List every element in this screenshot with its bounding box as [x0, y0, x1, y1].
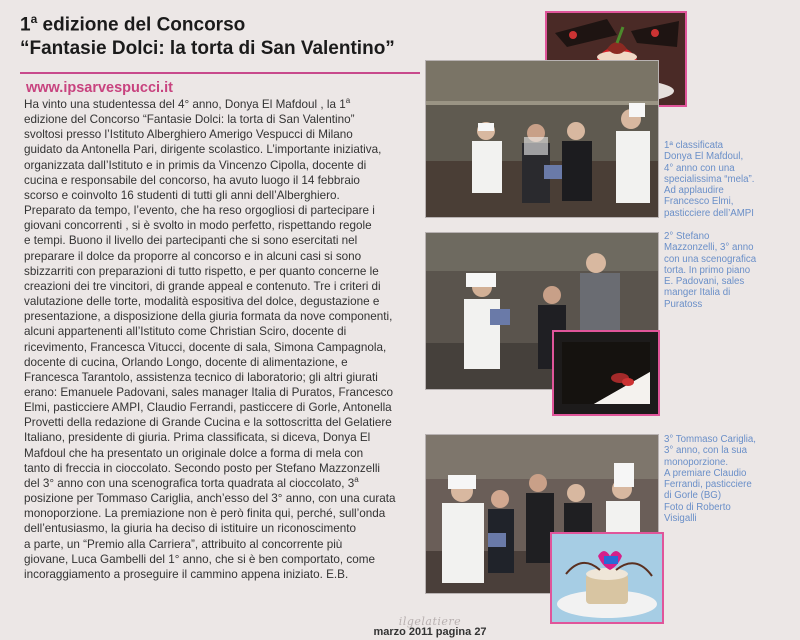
article-line: giovani concorrenti , si è svolto in modo perfetto, rispettando regole — [24, 219, 372, 233]
caption-third-place — [664, 434, 796, 524]
article-line: docente di cucina, Orlando Longo, docente di alimentazione, e — [24, 355, 348, 369]
page-footer — [360, 615, 500, 638]
article-line: organizzata dall’Istituto e in primis da Vincenzo Cipolla, docente di — [24, 158, 367, 172]
caption-line: Mazzonzelli, 3° anno — [664, 242, 754, 254]
photo-chocolate-square-cake — [552, 330, 660, 416]
article-line: Francesca Tarantolo, assistenza tecnico di laboratorio; gli altri giurati — [24, 370, 378, 384]
caption-line: monoporzione. — [664, 456, 729, 468]
caption-line: Visigalli — [664, 513, 697, 525]
caption-line: di Gorle (BG) — [664, 490, 722, 502]
caption-line: Puratoss — [664, 298, 703, 310]
caption-line: Foto di Roberto — [664, 501, 731, 513]
article-line: dell’entusiasmo, la giuria ha deciso di istituire un riconoscimento — [24, 522, 356, 536]
caption-second-place — [664, 231, 796, 310]
article-line: presentazione, a disposizione della giuria formata da nove componenti, — [24, 310, 393, 324]
article-line: erano: Emanuele Padovani, sales manager Italia di Puratos, Francesco — [24, 385, 394, 399]
issue-page-number: marzo 2011 pagina 27 — [373, 626, 487, 638]
headline-underline — [20, 72, 420, 74]
caption-line: 2° Stefano — [664, 231, 710, 242]
article-line: Preparato da tempo, l’evento, che ha reso orgogliosi di partecipare i — [24, 204, 375, 218]
article-line: cucina e responsabile del concorso, ha avuto luogo il 14 febbraio — [24, 173, 360, 187]
caption-line: Ad applaudire — [664, 185, 724, 197]
article-line: a parte, un “Premio alla Carriera”, attribuito al concorrente più — [24, 537, 343, 551]
article-line: posizione per Tommaso Cariglia, anch’esso del 3° anno, con una curata — [24, 492, 396, 506]
website-link[interactable]: www.ipsarvespucci.it — [26, 80, 173, 96]
article-line: scorso e coinvolto 16 studenti di tutti gli anni dell’Alberghiero. — [24, 188, 340, 202]
article-line: tanto di freccia in cioccolato. Secondo posto per Stefano Mazzonzelli — [24, 461, 381, 475]
article-body — [24, 97, 408, 582]
article-line: guidato da Antonella Pari, dirigente scolastico. L’importante iniziativa, — [24, 143, 382, 157]
article-line: creazioni dei tre vincitori, di grande appeal e contenuto. Tre i criteri di — [24, 279, 381, 293]
article-line: preparare il dolce da proporre al concorso e in alcuni casi si sono — [24, 249, 362, 263]
caption-line: A premiare Claudio — [664, 467, 747, 479]
article-line: edizione del Concorso “Fantasie Dolci: la torta di San Valentino” — [24, 113, 355, 127]
magazine-logo: ilgelatiere — [398, 615, 462, 628]
caption-line: specialissima “mela”. — [664, 173, 755, 185]
article-line: monoporzione. La premiazione non è però finita qui, perché, sull’onda — [24, 507, 386, 521]
article-line: valutazione delle torte, modalità espositiva del dolce, degustazione e — [24, 295, 380, 309]
article-line: Elmi, pasticciere AMPI, Claudio Ferrandi, pasticcere di Gorle, Antonella — [24, 401, 392, 415]
headline-line-1: 1$^a$ edizione del Concorso — [20, 12, 246, 36]
article-line: Mafdoul che ha presentato un originale dolce a forma di mela con — [24, 446, 364, 460]
caption-line: 1ª classificata — [664, 140, 724, 151]
article-line: del 3° anno con una scenografica torta quadrata al cioccolato, 3$^a$ — [24, 475, 359, 490]
article-line: Provetti della redazione di Grande Cucina e la sottoscritta del Gelatiere — [24, 416, 392, 430]
article-line: alcuni appartenenti all’Istituto come Christian Sciro, docente di — [24, 325, 347, 339]
article-line: incoraggiamento a proseguire il cammino appena iniziato. E.B. — [24, 567, 349, 581]
caption-line: Ferrandi, pasticciere — [664, 479, 752, 491]
article-line: svoltosi presso l’Istituto Alberghiero Amerigo Vespucci di Milano — [24, 128, 353, 142]
caption-line: 3° anno, con la sua — [664, 445, 748, 457]
article-line: giovane, Luca Gambelli del 1° anno, che si è ben comportato, come — [24, 552, 375, 566]
headline-line-2: “Fantasie Dolci: la torta di San Valentino” — [20, 38, 395, 59]
caption-first-place — [664, 140, 796, 219]
photo-monoportion-dessert — [550, 532, 664, 624]
caption-line: torta. In primo piano — [664, 264, 751, 276]
article-line: Italiano, presidente di giuria. Prima classificata, si diceva, Donya El — [24, 431, 371, 445]
article-line: Ha vinto una studentessa del 4° anno, Donya El Mafdoul , la 1$^a$ — [24, 96, 351, 111]
caption-line: E. Padovani, sales — [664, 276, 745, 288]
article-line: ricevimento, Francesca Vitucci, docente di sala, Simona Campagnola, — [24, 340, 387, 354]
caption-line: Francesco Elmi, — [664, 196, 734, 208]
caption-line: con una scenografica — [664, 253, 757, 265]
article-line: sbizzarriti con preparazioni di tutto rispetto, e per quanto concerne le — [24, 264, 379, 278]
article-line: e tempi. Buono il livello dei partecipanti che si sono esercitati nel — [24, 234, 358, 248]
caption-line: 3° Tommaso Cariglia, — [664, 434, 756, 445]
caption-line: manger Italia di — [664, 287, 731, 299]
caption-line: pasticciere dell’AMPI — [664, 207, 754, 219]
caption-line: Donya El Mafdoul, — [664, 151, 744, 163]
photo-first-place-award — [425, 60, 659, 218]
caption-line: 4° anno con una — [664, 162, 735, 174]
